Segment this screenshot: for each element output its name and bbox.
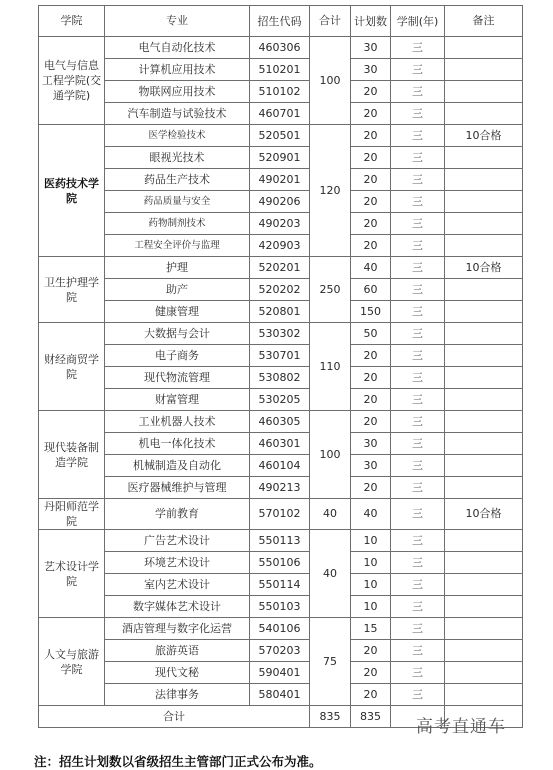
remark-cell: [445, 552, 523, 574]
years-cell: 三: [391, 530, 445, 552]
college-cell: 医药技术学院: [39, 125, 105, 257]
table-row: [39, 301, 523, 323]
code-cell: 530302: [250, 323, 310, 345]
major-cell: 旅游英语: [105, 640, 250, 662]
years-cell: 三: [391, 169, 445, 191]
header-plan: 计划数: [351, 6, 391, 37]
remark-cell: [445, 169, 523, 191]
plan-cell: 150: [351, 301, 391, 323]
table-row: [39, 213, 523, 235]
code-cell: 570102: [250, 499, 310, 530]
header-code: 招生代码: [250, 6, 310, 37]
remark-cell: [445, 477, 523, 499]
college-total-cell: 75: [310, 618, 351, 706]
major-cell: 汽车制造与试验技术: [105, 103, 250, 125]
college-cell: 卫生护理学院: [39, 257, 105, 323]
plan-cell: 20: [351, 235, 391, 257]
plan-cell: 20: [351, 125, 391, 147]
remark-cell: [445, 411, 523, 433]
table-row: [39, 574, 523, 596]
major-cell: 医学检验技术: [105, 125, 250, 147]
years-cell: 三: [391, 640, 445, 662]
code-cell: 550113: [250, 530, 310, 552]
remark-cell: [445, 684, 523, 706]
code-cell: 490213: [250, 477, 310, 499]
plan-cell: 20: [351, 345, 391, 367]
years-cell: 三: [391, 235, 445, 257]
remark-cell: [445, 147, 523, 169]
code-cell: 530205: [250, 389, 310, 411]
major-cell: 工业机器人技术: [105, 411, 250, 433]
code-cell: 460301: [250, 433, 310, 455]
code-cell: 460305: [250, 411, 310, 433]
table-row: [39, 389, 523, 411]
code-cell: 550103: [250, 596, 310, 618]
plan-cell: 20: [351, 169, 391, 191]
remark-cell: [445, 433, 523, 455]
remark-cell: [445, 235, 523, 257]
years-cell: 三: [391, 301, 445, 323]
years-cell: 三: [391, 618, 445, 640]
code-cell: 520801: [250, 301, 310, 323]
years-cell: 三: [391, 103, 445, 125]
grand-total-sum: 835: [310, 706, 351, 728]
table-row: [39, 125, 523, 147]
remark-cell: [445, 213, 523, 235]
table-row: [39, 169, 523, 191]
years-cell: 三: [391, 279, 445, 301]
years-cell: 三: [391, 684, 445, 706]
table-row: [39, 411, 523, 433]
remark-cell: [445, 191, 523, 213]
plan-cell: 30: [351, 37, 391, 59]
plan-cell: 10: [351, 596, 391, 618]
table-row: [39, 257, 523, 279]
plan-cell: 20: [351, 367, 391, 389]
major-cell: 财富管理: [105, 389, 250, 411]
major-cell: 机电一体化技术: [105, 433, 250, 455]
major-cell: 医疗器械维护与管理: [105, 477, 250, 499]
remark-cell: [445, 530, 523, 552]
years-cell: 三: [391, 367, 445, 389]
years-cell: 三: [391, 147, 445, 169]
code-cell: 460306: [250, 37, 310, 59]
code-cell: 460701: [250, 103, 310, 125]
table-row: [39, 455, 523, 477]
years-cell: 三: [391, 596, 445, 618]
major-cell: 电子商务: [105, 345, 250, 367]
major-cell: 机械制造及自动化: [105, 455, 250, 477]
remark-cell: 10合格: [445, 499, 523, 530]
years-cell: 三: [391, 552, 445, 574]
major-cell: 现代文秘: [105, 662, 250, 684]
college-total-cell: 100: [310, 37, 351, 125]
years-cell: 三: [391, 455, 445, 477]
plan-cell: 20: [351, 81, 391, 103]
plan-cell: 30: [351, 455, 391, 477]
major-cell: 环境艺术设计: [105, 552, 250, 574]
table-row: [39, 530, 523, 552]
code-cell: 530701: [250, 345, 310, 367]
years-cell: 三: [391, 411, 445, 433]
code-cell: 490206: [250, 191, 310, 213]
major-cell: 工程安全评价与监理: [105, 235, 250, 257]
table-body: [39, 37, 523, 728]
code-cell: 590401: [250, 662, 310, 684]
code-cell: 580401: [250, 684, 310, 706]
plan-cell: 20: [351, 662, 391, 684]
major-cell: 计算机应用技术: [105, 59, 250, 81]
code-cell: 520202: [250, 279, 310, 301]
years-cell: 三: [391, 433, 445, 455]
college-cell: 财经商贸学院: [39, 323, 105, 411]
header-remark: 备注: [445, 6, 523, 37]
college-total-cell: 100: [310, 411, 351, 499]
years-cell: 三: [391, 257, 445, 279]
major-cell: 助产: [105, 279, 250, 301]
plan-cell: 15: [351, 618, 391, 640]
remark-cell: 10合格: [445, 257, 523, 279]
remark-cell: [445, 59, 523, 81]
years-cell: 三: [391, 59, 445, 81]
major-cell: 物联网应用技术: [105, 81, 250, 103]
years-cell: 三: [391, 345, 445, 367]
major-cell: 学前教育: [105, 499, 250, 530]
code-cell: 520201: [250, 257, 310, 279]
table-row: [39, 662, 523, 684]
remark-cell: [445, 301, 523, 323]
table-row: [39, 433, 523, 455]
code-cell: 510201: [250, 59, 310, 81]
remark-cell: [445, 640, 523, 662]
plan-cell: 20: [351, 477, 391, 499]
major-cell: 数字媒体艺术设计: [105, 596, 250, 618]
major-cell: 健康管理: [105, 301, 250, 323]
table-row: [39, 640, 523, 662]
college-total-cell: 120: [310, 125, 351, 257]
years-cell: 三: [391, 125, 445, 147]
table-row: [39, 147, 523, 169]
plan-cell: 30: [351, 59, 391, 81]
code-cell: 520501: [250, 125, 310, 147]
plan-cell: 40: [351, 257, 391, 279]
code-cell: 460104: [250, 455, 310, 477]
table-row: [39, 618, 523, 640]
plan-cell: 10: [351, 552, 391, 574]
plan-cell: 20: [351, 411, 391, 433]
years-cell: 三: [391, 37, 445, 59]
table-row: [39, 684, 523, 706]
college-cell: 丹阳师范学院: [39, 499, 105, 530]
table-row: [39, 323, 523, 345]
table-row: [39, 477, 523, 499]
remark-cell: [445, 37, 523, 59]
plan-cell: 50: [351, 323, 391, 345]
college-cell: 艺术设计学院: [39, 530, 105, 618]
code-cell: 530802: [250, 367, 310, 389]
major-cell: 护理: [105, 257, 250, 279]
code-cell: 520901: [250, 147, 310, 169]
plan-cell: 40: [351, 499, 391, 530]
plan-cell: 20: [351, 640, 391, 662]
table-row: [39, 59, 523, 81]
remark-cell: [445, 662, 523, 684]
years-cell: 三: [391, 323, 445, 345]
table-row: [39, 37, 523, 59]
years-cell: 三: [391, 191, 445, 213]
grand-total-label: 合计: [39, 706, 310, 728]
years-cell: 三: [391, 662, 445, 684]
years-cell: 三: [391, 574, 445, 596]
code-cell: 420903: [250, 235, 310, 257]
years-cell: 三: [391, 213, 445, 235]
major-cell: 广告艺术设计: [105, 530, 250, 552]
header-total: 合计: [310, 6, 351, 37]
major-cell: 药物制剂技术: [105, 213, 250, 235]
plan-cell: 20: [351, 103, 391, 125]
table-row: [39, 552, 523, 574]
table-row: [39, 499, 523, 530]
remark-cell: [445, 323, 523, 345]
table-row: [39, 345, 523, 367]
header-years: 学制(年): [391, 6, 445, 37]
plan-cell: 20: [351, 684, 391, 706]
major-cell: 眼视光技术: [105, 147, 250, 169]
major-cell: 大数据与会计: [105, 323, 250, 345]
major-cell: 法律事务: [105, 684, 250, 706]
college-cell: 电气与信息工程学院(交通学院): [39, 37, 105, 125]
footnote: 注：招生计划数以省级招生主管部门正式公布为准。: [34, 754, 322, 769]
college-cell: 人文与旅游学院: [39, 618, 105, 706]
major-cell: 室内艺术设计: [105, 574, 250, 596]
code-cell: 490201: [250, 169, 310, 191]
college-total-cell: 110: [310, 323, 351, 411]
plan-cell: 10: [351, 530, 391, 552]
table-row: [39, 191, 523, 213]
college-cell: 现代装备制造学院: [39, 411, 105, 499]
major-cell: 电气自动化技术: [105, 37, 250, 59]
years-cell: 三: [391, 477, 445, 499]
major-cell: 药品生产技术: [105, 169, 250, 191]
remark-cell: [445, 455, 523, 477]
table-row: [39, 81, 523, 103]
remark-cell: 10合格: [445, 125, 523, 147]
table-row: [39, 279, 523, 301]
plan-cell: 20: [351, 213, 391, 235]
watermark: 高考直通车: [416, 717, 506, 737]
code-cell: 540106: [250, 618, 310, 640]
plan-cell: 20: [351, 147, 391, 169]
plan-cell: 30: [351, 433, 391, 455]
header-row: [39, 6, 523, 37]
remark-cell: [445, 596, 523, 618]
remark-cell: [445, 389, 523, 411]
code-cell: 570203: [250, 640, 310, 662]
code-cell: 550114: [250, 574, 310, 596]
remark-cell: [445, 618, 523, 640]
header-major: 专业: [105, 6, 250, 37]
major-cell: 药品质量与安全: [105, 191, 250, 213]
code-cell: 490203: [250, 213, 310, 235]
remark-cell: [445, 279, 523, 301]
plan-cell: 20: [351, 389, 391, 411]
grand-total-plan: 835: [351, 706, 391, 728]
table-row: [39, 235, 523, 257]
years-cell: 三: [391, 81, 445, 103]
code-cell: 510102: [250, 81, 310, 103]
plan-cell: 10: [351, 574, 391, 596]
table-row: [39, 367, 523, 389]
college-total-cell: 40: [310, 499, 351, 530]
years-cell: 三: [391, 389, 445, 411]
major-cell: 酒店管理与数字化运营: [105, 618, 250, 640]
header-college: 学院: [39, 6, 105, 37]
code-cell: 550106: [250, 552, 310, 574]
enrollment-plan-table: [38, 5, 523, 728]
college-total-cell: 250: [310, 257, 351, 323]
remark-cell: [445, 367, 523, 389]
college-total-cell: 40: [310, 530, 351, 618]
plan-cell: 20: [351, 191, 391, 213]
table-row: [39, 596, 523, 618]
remark-cell: [445, 81, 523, 103]
plan-cell: 60: [351, 279, 391, 301]
years-cell: 三: [391, 499, 445, 530]
table-row: [39, 103, 523, 125]
remark-cell: [445, 345, 523, 367]
major-cell: 现代物流管理: [105, 367, 250, 389]
remark-cell: [445, 574, 523, 596]
remark-cell: [445, 103, 523, 125]
